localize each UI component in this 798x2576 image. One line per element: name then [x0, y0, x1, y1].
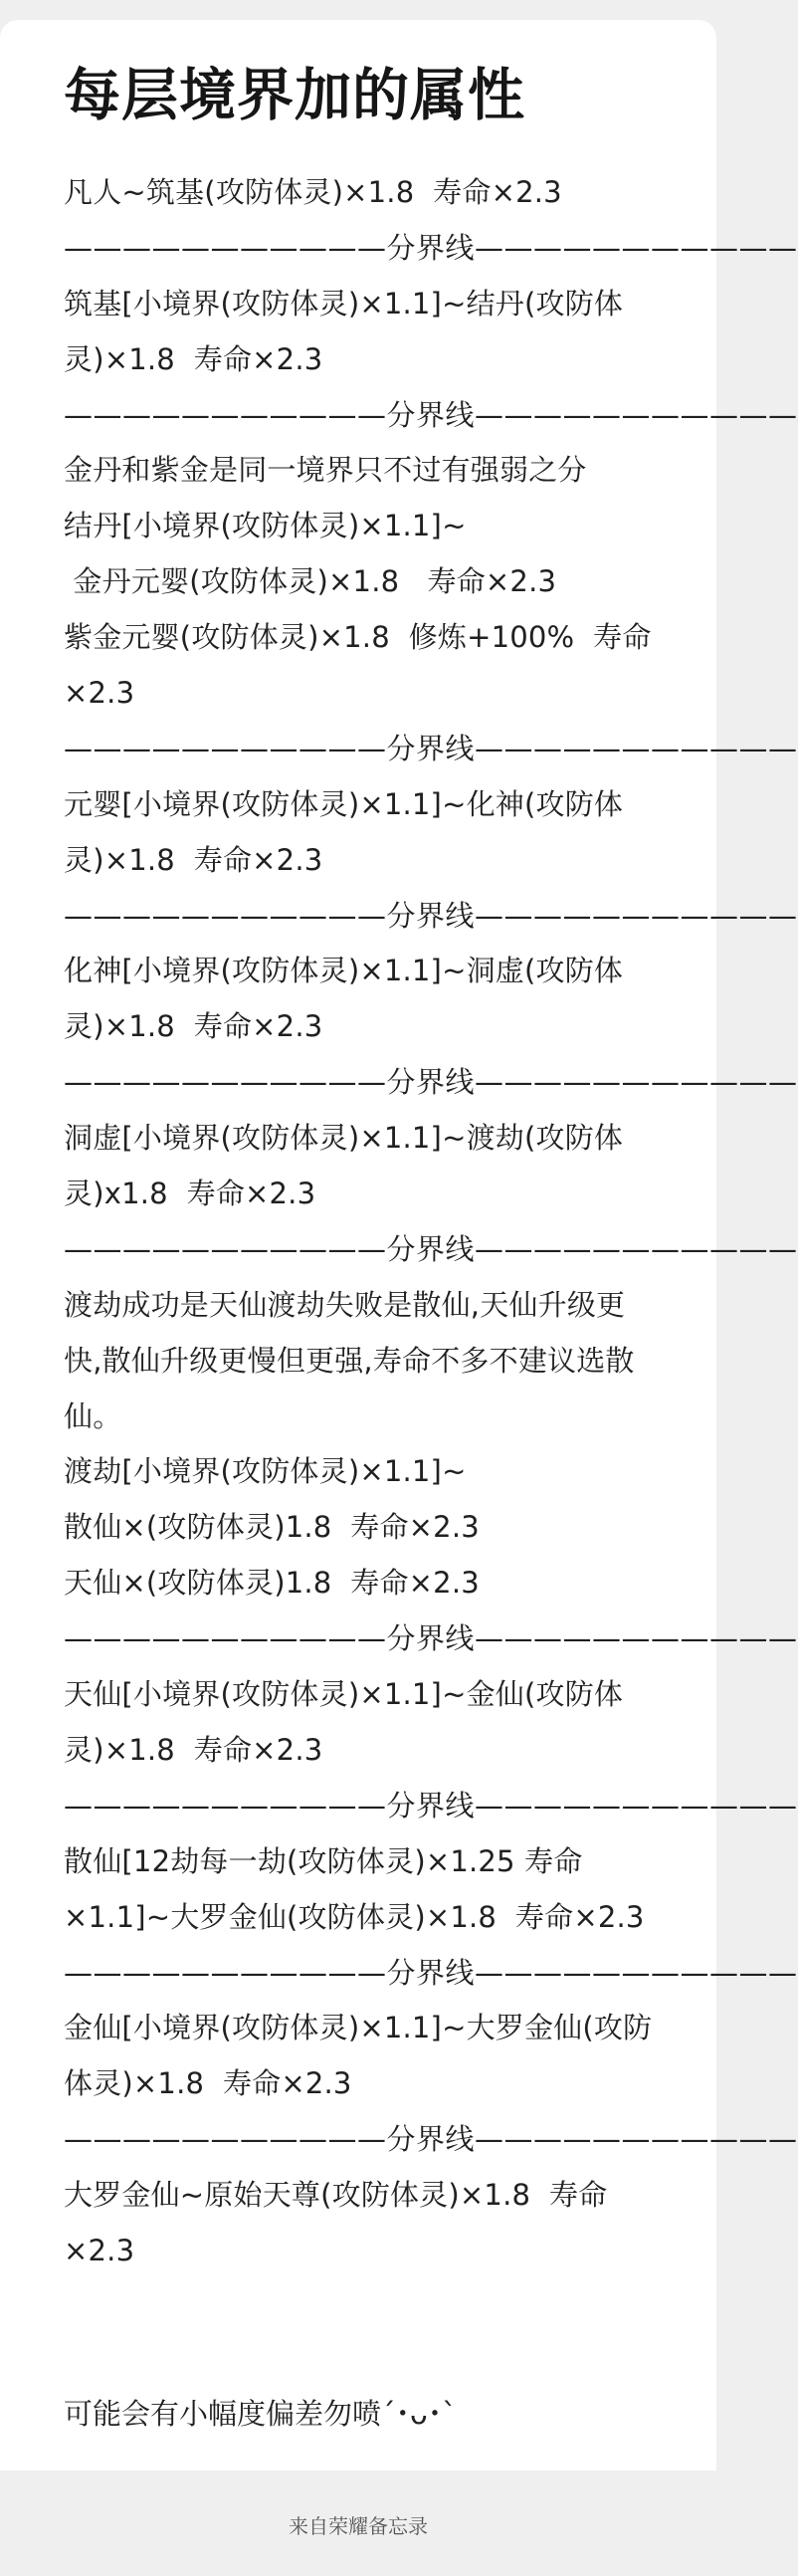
note-card[interactable] [0, 20, 798, 2470]
divider-line: ———————————分界线——————————— [64, 898, 798, 933]
note-line: 紫金元婴(攻防体灵)×1.8 修炼+100% 寿命 [64, 620, 652, 655]
note-line: 散仙×(攻防体灵)1.8 寿命×2.3 [64, 1510, 480, 1545]
footer-source-label: 来自荣耀备忘录 [289, 2514, 428, 2538]
note-footer [0, 2470, 716, 2576]
note-footnote: 可能会有小幅度偏差勿喷´･ᴗ･` [64, 2397, 457, 2431]
note-line: 渡劫[小境界(攻防体灵)×1.1]~ [64, 1454, 467, 1489]
note-line: 快,散仙升级更慢但更强,寿命不多不建议选散 [64, 1343, 635, 1378]
note-line: 金仙[小境界(攻防体灵)×1.1]~大罗金仙(攻防 [64, 2011, 653, 2045]
note-line: 金丹和紫金是同一境界只不过有强弱之分 [64, 453, 587, 488]
note-line: 灵)x1.8 寿命×2.3 [64, 1177, 316, 1211]
note-line: 灵)×1.8 寿命×2.3 [64, 341, 323, 376]
note-title: 每层境界加的属性 [64, 63, 525, 128]
note-line: 体灵)×1.8 寿命×2.3 [64, 2066, 352, 2101]
note-line: 灵)×1.8 寿命×2.3 [64, 1732, 323, 1767]
note-line: 灵)×1.8 寿命×2.3 [64, 1009, 323, 1044]
divider-line: ———————————分界线——————————— [64, 230, 798, 265]
note-line: 散仙[12劫每一劫(攻防体灵)×1.25 寿命 [64, 1843, 583, 1878]
note-line: 结丹[小境界(攻防体灵)×1.1]~ [64, 509, 467, 543]
note-line: ×2.3 [64, 676, 135, 711]
note-body[interactable] [64, 165, 798, 2279]
divider-line: ———————————分界线——————————— [64, 1065, 798, 1100]
note-line: ×1.1]~大罗金仙(攻防体灵)×1.8 寿命×2.3 [64, 1899, 645, 1934]
divider-line: ———————————分界线——————————— [64, 397, 798, 432]
note-line: 洞虚[小境界(攻防体灵)×1.1]~渡劫(攻防体 [64, 1121, 624, 1156]
note-line: 大罗金仙~原始天尊(攻防体灵)×1.8 寿命 [64, 2178, 608, 2213]
note-line: 元婴[小境界(攻防体灵)×1.1]~化神(攻防体 [64, 786, 624, 821]
divider-line: ———————————分界线——————————— [64, 2122, 798, 2157]
note-line: 天仙×(攻防体灵)1.8 寿命×2.3 [64, 1566, 480, 1601]
note-line: 化神[小境界(攻防体灵)×1.1]~洞虚(攻防体 [64, 954, 624, 988]
note-line: 凡人~筑基(攻防体灵)×1.8 寿命×2.3 [64, 175, 562, 209]
note-line: 仙。 [64, 1398, 122, 1433]
divider-line: ———————————分界线——————————— [64, 1231, 798, 1266]
divider-line: ———————————分界线——————————— [64, 1955, 798, 1990]
note-line: 筑基[小境界(攻防体灵)×1.1]~结丹(攻防体 [64, 286, 624, 321]
note-line: ×2.3 [64, 2233, 135, 2267]
note-line: 渡劫成功是天仙渡劫失败是散仙,天仙升级更 [64, 1287, 626, 1322]
divider-line: ———————————分界线——————————— [64, 1788, 798, 1823]
note-line: 灵)×1.8 寿命×2.3 [64, 842, 323, 877]
divider-line: ———————————分界线——————————— [64, 1621, 798, 1656]
divider-line: ———————————分界线——————————— [64, 731, 798, 765]
note-line: 金丹元婴(攻防体灵)×1.8 寿命×2.3 [64, 564, 557, 599]
note-line: 天仙[小境界(攻防体灵)×1.1]~金仙(攻防体 [64, 1677, 624, 1712]
top-strip [0, 0, 716, 20]
